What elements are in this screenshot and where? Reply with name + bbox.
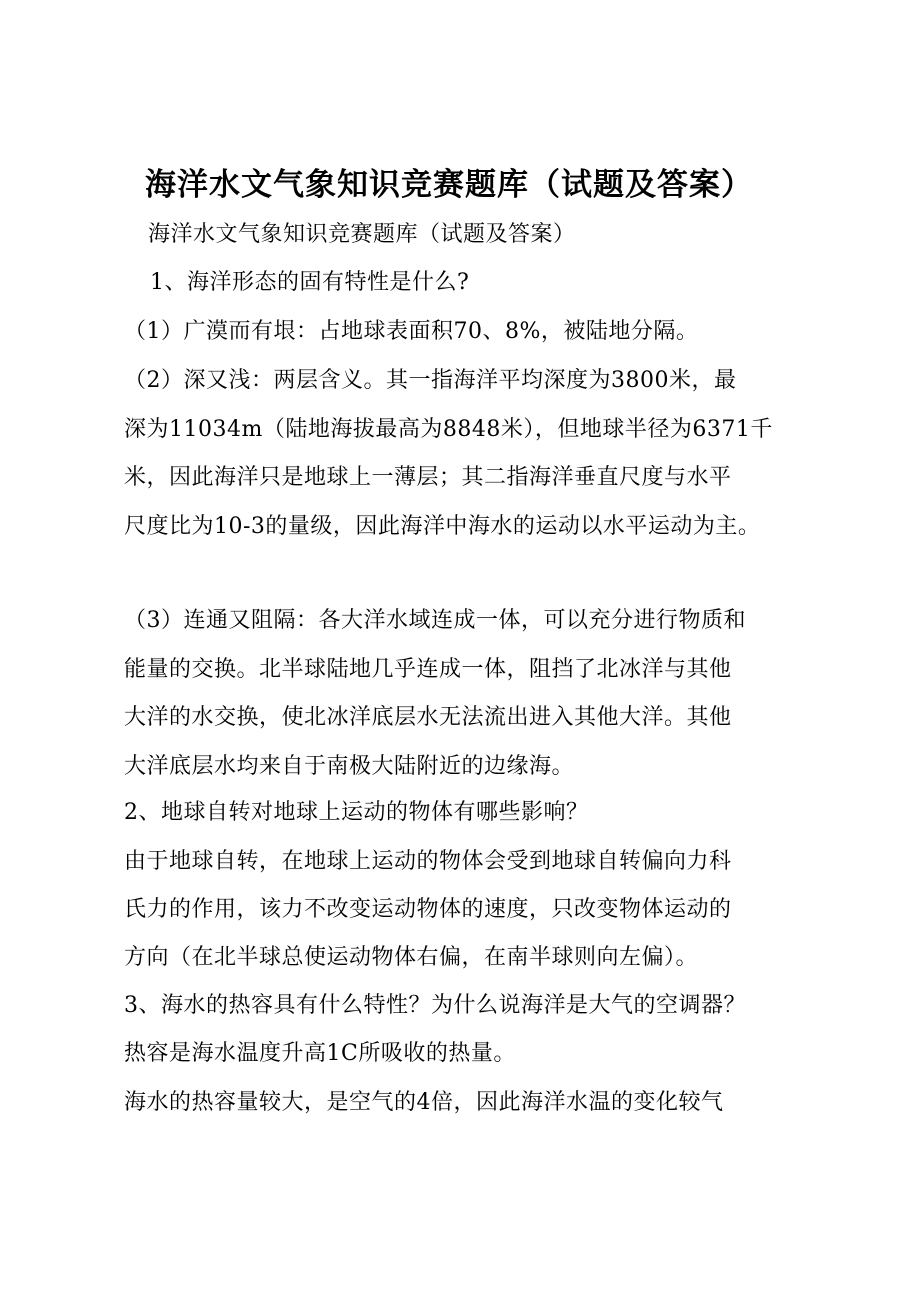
- answer-1-point-2-line-1: （2）深又浅：两层含义。其一指海洋平均深度为3800米，最: [124, 368, 737, 393]
- question-2-heading: 2、地球自转对地球上运动的物体有哪些影响？: [124, 800, 589, 825]
- answer-1-point-3-line-2: 能量的交换。北半球陆地几乎连成一体，阻挡了北冰洋与其他: [124, 657, 732, 682]
- answer-1-point-2-line-3: 米，因此海洋只是地球上一薄层；其二指海洋垂直尺度与水平: [124, 465, 732, 490]
- answer-3-line-1: 热容是海水温度升高1C所吸收的热量。: [124, 1041, 516, 1066]
- answer-1-point-3-line-4: 大洋底层水均来自于南极大陆附近的边缘海。: [124, 754, 575, 779]
- answer-1-point-2-line-2: 深为11034m（陆地海拔最高为8848米），但地球半径为6371千: [124, 417, 773, 442]
- document-title: 海洋水文气象知识竞赛题库（试题及答案）: [145, 167, 753, 203]
- answer-3-line-2: 海水的热容量较大，是空气的4倍，因此海洋水温的变化较气: [124, 1090, 724, 1115]
- answer-1-point-2-line-4: 尺度比为10-3的量级，因此海洋中海水的运动以水平运动为主。: [124, 514, 761, 539]
- question-3-heading: 3、海水的热容具有什么特性？为什么说海洋是大气的空调器？: [124, 993, 746, 1018]
- answer-1-point-3-line-3: 大洋的水交换，使北冰洋底层水无法流出进入其他大洋。其他: [124, 705, 732, 730]
- answer-2-line-2: 氏力的作用，该力不改变运动物体的速度，只改变物体运动的: [124, 897, 732, 922]
- answer-1-point-1: （1）广漠而有垠：占地球表面积70、8%，被陆地分隔。: [124, 319, 699, 344]
- subtitle-line: 海洋水文气象知识竞赛题库（试题及答案）: [148, 222, 576, 247]
- question-1-heading: 1、海洋形态的固有特性是什么?: [150, 270, 470, 295]
- answer-1-point-3-line-1: （3）连通又阻隔：各大洋水域连成一体，可以充分进行物质和: [124, 608, 746, 633]
- answer-2-line-3: 方向（在北半球总使运动物体右偏，在南半球则向左偏）。: [124, 945, 699, 970]
- answer-2-line-1: 由于地球自转，在地球上运动的物体会受到地球自转偏向力科: [124, 849, 732, 874]
